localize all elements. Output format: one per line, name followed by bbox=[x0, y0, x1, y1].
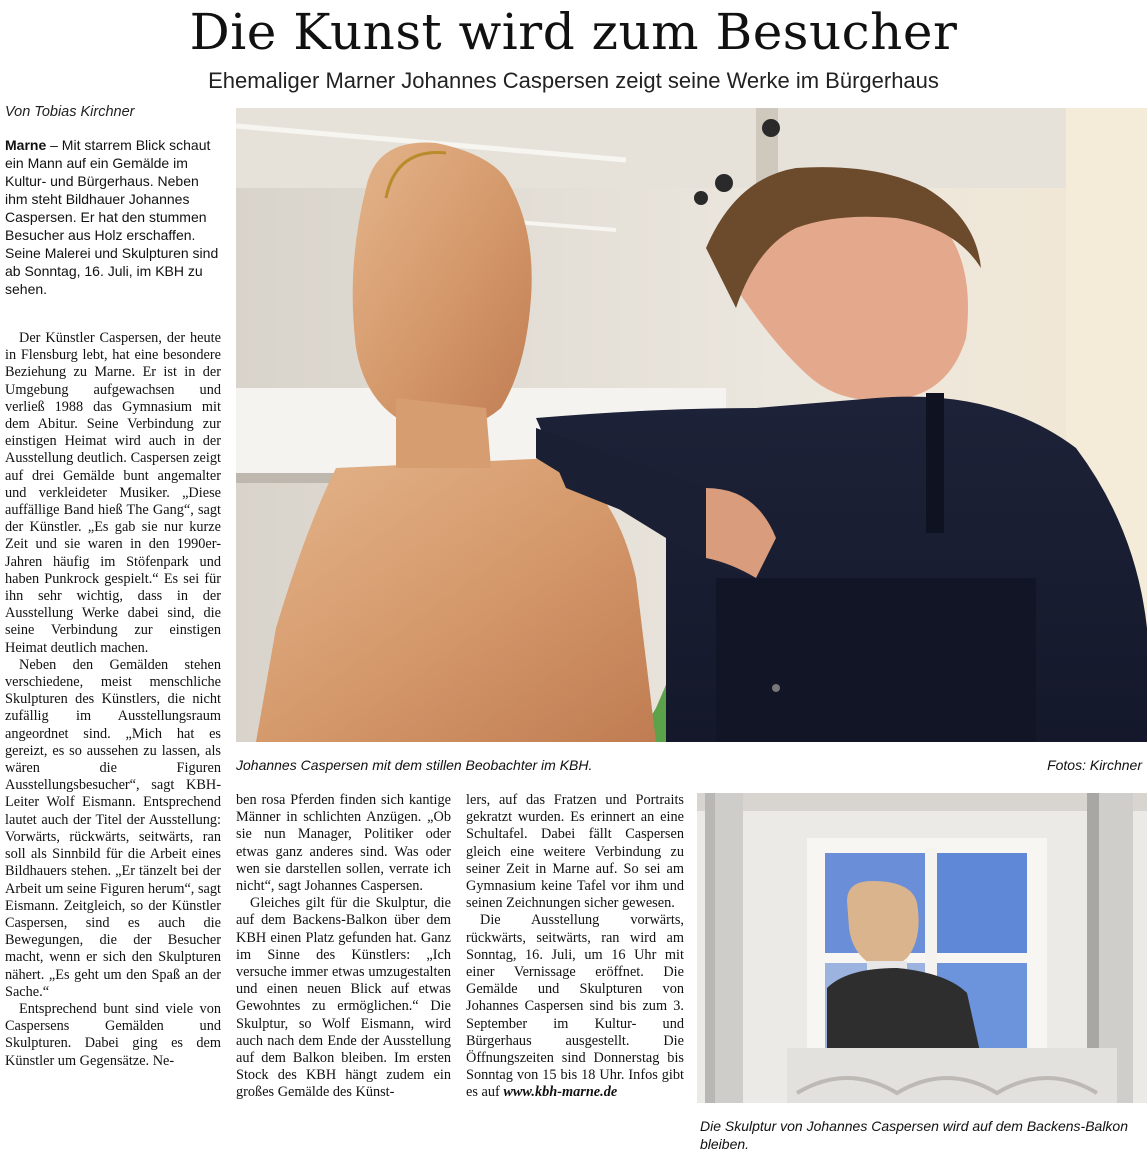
main-photo bbox=[236, 108, 1147, 742]
article-column-2 bbox=[236, 792, 451, 1102]
subheadline: Ehemaliger Marner Johannes Caspersen zeigt seine Werke im Bürgerhaus bbox=[208, 68, 939, 93]
lead-text: – Mit starrem Blick schaut ein Mann auf ein Gemälde im Kultur- und Bürgerhaus. Neben ihm steht Bildhauer Johannes Caspersen. Er hat den stummen Besucher aus Holz erschaffen. Seine Malerei und Skulpturen sind ab Sonntag, 16. Juli, im KBH zu sehen. bbox=[5, 137, 219, 297]
body-paragraph bbox=[466, 912, 684, 1101]
body-paragraph: lers, auf das Fratzen und Portraits gekratzt wurden. Es erinnert an eine Schultafel. Dabei fällt Caspersen gleich eine weitere Verbindung zu seiner Zeit in Marne auf. So sei am Gymnasium keine Tafel vor ihm und seinen Zeichnungen sicher gewesen. bbox=[466, 792, 684, 912]
lead-place: Marne bbox=[5, 137, 47, 153]
balcony-photo-caption: Die Skulptur von Johannes Caspersen wird auf dem Backens-Balkon bleiben. bbox=[700, 1118, 1129, 1152]
article-column-3 bbox=[466, 792, 684, 1102]
body-paragraph: Gleiches gilt für die Skulptur, die auf dem Backens-Balkon über dem KBH einen Platz gefunden hat. Ganz im Sinne des Künstlers: „Ich versuche immer etwas umzugestalten und einen neuen Blick auf etwas Gewohntes zu ermöglichen.“ Die Skulptur, so Wolf Eismann, wird auch nach dem Ende der Ausstellung auf dem Balkon bleiben. Im ersten Stock des KBH hängt zudem ein großes Gemälde des Künst- bbox=[236, 895, 451, 1101]
balcony-photo bbox=[697, 793, 1147, 1103]
body-paragraph: ben rosa Pferden finden sich kantige Männer in schlichten Anzügen. „Ob sie nun Manager, Politiker oder etwas ganz anderes sind. Was oder wen sie darstellen sollen, verrate ich nicht“, sagt Johannes Caspersen. bbox=[236, 792, 451, 895]
byline: Von Tobias Kirchner bbox=[5, 104, 135, 120]
main-photo-caption: Johannes Caspersen mit dem stillen Beobachter im KBH. bbox=[236, 757, 593, 773]
photo-credit: Fotos: Kirchner bbox=[1047, 757, 1142, 773]
website-link[interactable]: www.kbh-marne.de bbox=[503, 1084, 618, 1101]
headline: Die Kunst wird zum Besucher bbox=[189, 3, 958, 61]
body-paragraph: Entsprechend bunt sind viele von Caspersens Gemälden und Skulpturen. Dabei ging es dem Künstler um Gegensätze. Ne- bbox=[5, 1000, 221, 1069]
lead-paragraph bbox=[5, 136, 225, 298]
artist-with-sculpture-image bbox=[236, 108, 1147, 742]
balcony-sculpture-image bbox=[697, 793, 1147, 1103]
article-column-1 bbox=[5, 330, 221, 1070]
info-text: Die Ausstellung vorwärts, rückwärts, seitwärts, ran wird am Sonntag, 16. Juli, um 16 Uhr mit einer Vernissage eröffnet. Die Gemälde und Skulpturen von Johannes Caspersen sind bis zum 3. September im Kultur- und Bürgerhaus ausgestellt. Die Öffnungszeiten sind Donnerstag bis Sonntag von 15 bis 18 Uhr. Infos gibt es auf bbox=[466, 912, 684, 1101]
body-paragraph: Der Künstler Caspersen, der heute in Flensburg lebt, hat eine besondere Beziehung zu Marne. Er ist in der Umgebung aufgewachsen und verließ 1988 das Gymnasium mit dem Abitur. Seine Verbindung zur einstigen Heimat wird auch in der Ausstellung deutlich. Caspersen zeigt auf drei Gemälde bunt angemalter und verkleideter Musiker. „Diese auffällige Band hieß The Gang“, sagt der Künstler. „Es gab sie nur kurze Zeit und sie waren in den 1990er-Jahren häufig im Stöfenpark und haben Punkrock gespielt.“ Es sei für ihn sehr wichtig, dass in der Ausstellung Werke dabei sind, die seine Verbindung zur einstigen Heimat deutlich machen. bbox=[5, 330, 221, 656]
body-paragraph: Neben den Gemälden stehen verschiedene, meist menschliche Skulpturen des Künstlers, die nicht zufällig im Ausstellungsraum angeordnet sind. „Mich hat es gereizt, es so aussehen zu lassen, als wären die Figuren Ausstellungsbesucher“, sagt KBH-Leiter Wolf Eismann. Entsprechend lautet auch der Titel der Ausstellung: Vorwärts, rückwärts, seitwärts, ran soll als Sinnbild für die Arbeit eines Bildhauers stehen. „Er tänzelt bei der Arbeit um seine Figuren herum“, sagt Eismann. Zeitgleich, so der Künstler Caspersen, sind es auch die Bewegungen, die der Besucher macht, wenn er sich den Skulpturen nähert. „Es geht um den Spaß an der Sache.“ bbox=[5, 656, 221, 1000]
